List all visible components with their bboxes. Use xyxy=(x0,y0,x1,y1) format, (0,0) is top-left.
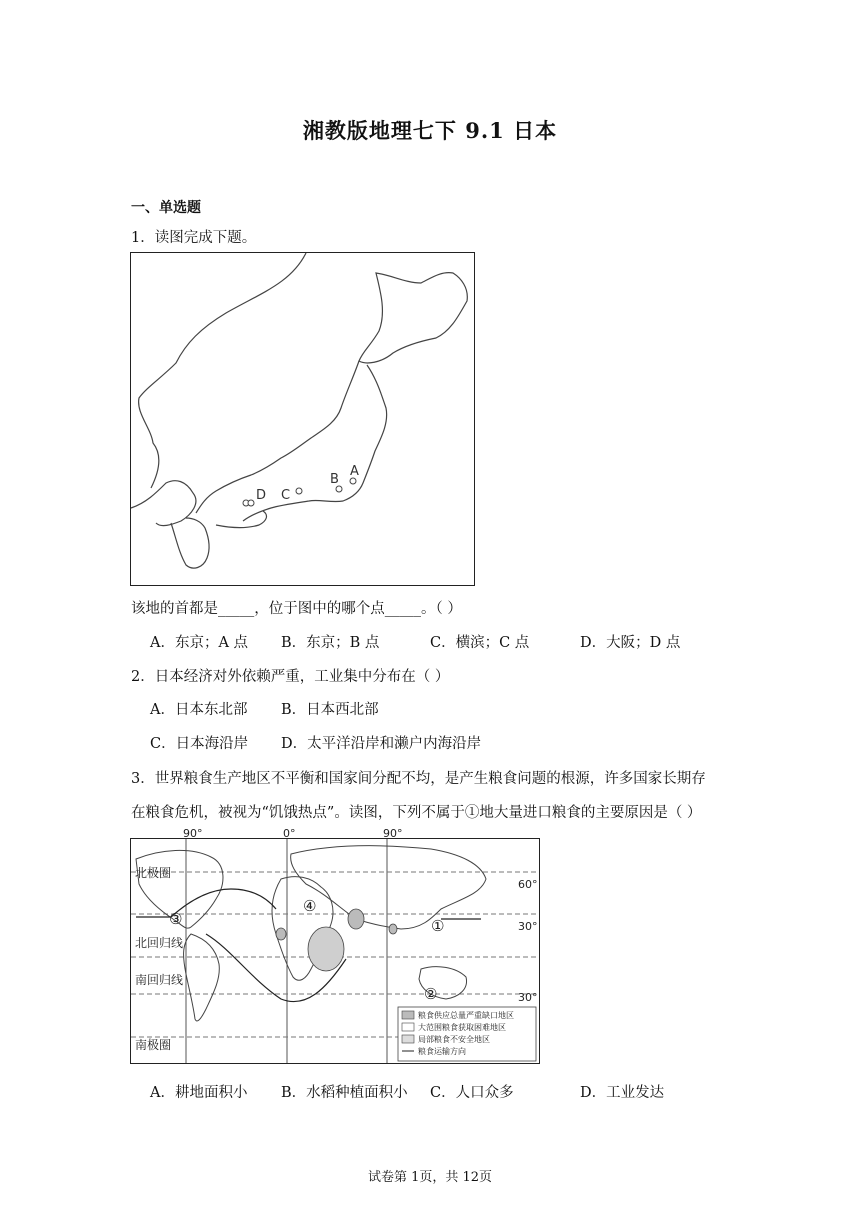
lat-label-60: 60° xyxy=(518,878,538,891)
legend-label-4: 粮食运输方向 xyxy=(418,1047,466,1056)
q3-option-d[interactable]: D．工业发达 xyxy=(580,1085,665,1101)
q3-option-a[interactable]: A．耕地面积小 xyxy=(150,1085,248,1101)
map-label-a: A xyxy=(350,464,359,479)
lon-label-3: 90° xyxy=(383,827,403,840)
q2-option-a[interactable]: A．日本东北部 xyxy=(150,702,248,718)
world-food-map xyxy=(130,827,540,1064)
legend-label-2: 大范围粮食获取困难地区 xyxy=(418,1023,506,1032)
map-label-c: C xyxy=(281,488,291,503)
zone-tropic-capricorn: 南回归线 xyxy=(135,973,184,987)
q2-option-d[interactable]: D．太平洋沿岸和濑户内海沿岸 xyxy=(281,736,482,752)
zone-arctic-circle: 北极圈 xyxy=(135,866,172,880)
legend-label-1: 粮食供应总量严重缺口地区 xyxy=(418,1011,514,1020)
japan-map-drawing xyxy=(131,253,474,585)
q2-option-c[interactable]: C．日本海沿岸 xyxy=(150,736,249,752)
world-food-map-drawing xyxy=(131,827,539,1063)
page-title: 湘教版地理七下 9.1 日本 xyxy=(302,118,558,143)
q3-stem-line2: 在粮食危机，被视为“饥饿热点”。读图，下列不属于①地大量进口粮食的主要原因是（ ） xyxy=(131,805,702,821)
marker-1: ① xyxy=(431,917,445,935)
lat-label-30n: 30° xyxy=(518,920,538,933)
q3-option-b[interactable]: B．水稻种植面积小 xyxy=(281,1085,408,1101)
legend-swatch-3 xyxy=(402,1035,414,1043)
q1-option-a[interactable]: A．东京；A 点 xyxy=(150,635,249,651)
zone-tropic-cancer: 北回归线 xyxy=(135,936,184,950)
q1-option-b[interactable]: B．东京；B 点 xyxy=(281,635,380,651)
legend-label-3: 局部粮食不安全地区 xyxy=(418,1035,490,1044)
lat-label-30s: 30° xyxy=(518,991,538,1004)
map-label-d: D xyxy=(256,488,267,503)
lon-label-1: 90° xyxy=(183,827,203,840)
q3-option-c[interactable]: C．人口众多 xyxy=(430,1085,514,1101)
q2-option-b[interactable]: B．日本西北部 xyxy=(281,702,379,718)
zone-antarctic-circle: 南极圈 xyxy=(135,1038,172,1052)
marker-3: ③ xyxy=(169,910,183,928)
legend-swatch-2 xyxy=(402,1023,414,1031)
q1-option-d[interactable]: D．大阪；D 点 xyxy=(580,635,681,651)
q1-intro: 1．读图完成下题。 xyxy=(131,230,257,246)
q3-stem-line1: 3．世界粮食生产地区不平衡和国家间分配不均，是产生粮食问题的根源，许多国家长期存 xyxy=(131,771,706,787)
section-heading: 一、单选题 xyxy=(131,200,201,216)
map-label-b: B xyxy=(330,472,339,487)
japan-map xyxy=(130,252,475,586)
q1-stem: 该地的首都是_____，位于图中的哪个点_____。（ ） xyxy=(131,601,462,617)
lon-label-2: 0° xyxy=(283,827,296,840)
marker-4: ④ xyxy=(303,897,317,915)
q1-option-c[interactable]: C．横滨；C 点 xyxy=(430,635,530,651)
legend-swatch-1 xyxy=(402,1011,414,1019)
q2-stem: 2．日本经济对外依赖严重，工业集中分布在（ ） xyxy=(131,669,450,685)
page-footer: 试卷第 1页，共 12页 xyxy=(367,1170,493,1185)
marker-2: ② xyxy=(424,985,438,1003)
point-c xyxy=(296,488,302,494)
